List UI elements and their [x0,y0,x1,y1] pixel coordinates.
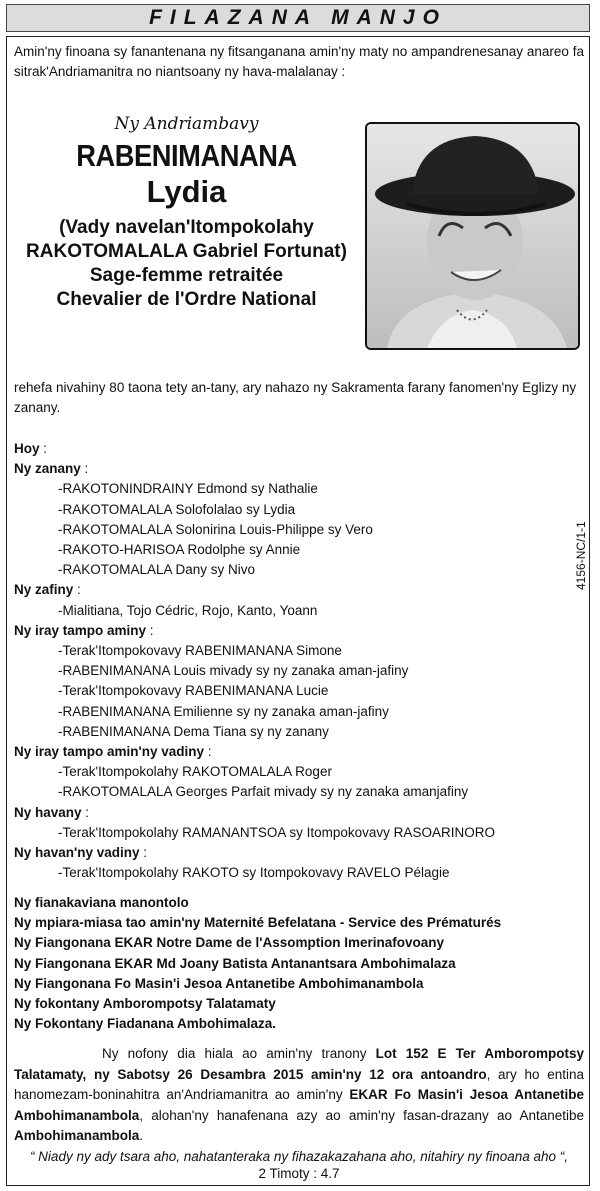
list-item: -Terak'Itompokolahy RAKOTOMALALA Roger [58,764,332,780]
profession-line: Sage-femme retraitée [89,265,284,286]
list-item: -RABENIMANANA Louis mivady sy ny zanaka aman-jafiny [58,663,409,679]
list-item: -RABENIMANANA Dema Tiana sy ny zanany [58,723,329,739]
list-item: -Terak'Itompokovavy RABENIMANANA Lucie [58,683,329,699]
intro-paragraph: Amin'ny finoana sy fanantenana ny fitsanganana amin'ny maty no ampandrenesanay anareo fa sitrak'Andriamanitra no niantsoany ny hava-malalanay : [14,44,584,79]
after-paragraph: rehefa nivahiny 80 taona tety an-tany, ary nahazo ny Sakramenta farany fanomen'ny Eglizy ny zanany. [14,380,577,415]
scripture-quote [14,1148,584,1182]
funeral-text-1: Ny nofony dia hiala ao amin'ny tranony [102,1046,376,1061]
section-title: Ny havany [14,804,82,820]
funeral-address: Lot 152 E Ter Amborompotsy Talatamaty, ny Sabotsy 26 Desambra 2015 amin'ny 12 ora antoandro [14,1046,584,1082]
section-heading: Ny havan'ny vadiny : [14,845,148,861]
list-item: -RAKOTOMALALA Georges Parfait mivady sy ny zanaka amanjafiny [58,784,469,800]
quote-reference: 2 Timoty : 4.7 [258,1166,340,1181]
list-item: -RAKOTOMALALA Solofolalao sy Lydia [58,501,296,517]
funeral-text-3: , alohan'ny hanafenana azy ao amin'ny fasan-drazany ao Antanetibe [139,1107,584,1123]
header-banner [6,4,590,32]
quote-text: “ Niady ny ady tsara aho, nahatanteraka ny fihazakazahana aho, nitahiry ny finoana aho “, [29,1149,569,1164]
thanks-item: Ny Fiangonana EKAR Md Joany Batista Antanantsara Ambohimalaza [14,955,456,971]
thanks-item: Ny Fokontany Fiadanana Ambohimalaza. [14,1016,277,1032]
funeral-church: EKAR Fo Masin'i Jesoa Antanetibe Ambohimanambola [14,1087,584,1123]
list-item: -Terak'Itompokolahy RAMANANTSOA sy Itompokovavy RASOARINORO [58,824,495,840]
honor-line: Chevalier de l'Ordre National [56,289,317,310]
funeral-text-2: , ary ho entina hanomezam-boninahitra an'Andriamanitra ao amin'ny [14,1066,584,1102]
spouse-line-2: RAKOTOMALALA Gabriel Fortunat) [26,241,347,262]
list-item: -RAKOTOMALALA Solonirina Louis-Philippe sy Vero [58,521,373,537]
list-item: -Terak'Itompokovavy RABENIMANANA Simone [58,643,342,659]
section-heading: Ny iray tampo aminy : [14,622,154,638]
portrait-photo [365,122,580,350]
reference-code: 4156-NC/1-1 [574,521,588,590]
family-sections [14,459,584,883]
section-title: Ny havan'ny vadiny [14,845,140,861]
banner-title: FILAZANA MANJO [149,6,447,29]
thanks-list [14,893,584,1034]
thanks-item: Ny mpiara-miasa tao amin'ny Maternité Befelatana - Service des Prématurés [14,915,502,931]
honoree-block [14,114,359,312]
funeral-paragraph [14,1044,584,1147]
funeral-text-4: . [139,1128,144,1143]
list-item: -RAKOTONINDRAINY Edmond sy Nathalie [58,481,318,497]
section-title: Ny iray tampo aminy [14,622,147,638]
section-heading: Ny iray tampo amin'ny vadiny : [14,744,212,760]
honoree-surname: RABENIMANANA [76,138,297,173]
list-item: -RABENIMANANA Emilienne sy ny zanaka aman-jafiny [58,703,389,719]
list-item: -Terak'Itompokolahy RAKOTO sy Itompokovavy RAVELO Pélagie [58,865,450,881]
honoree-prefix: Ny Andriambavy [114,114,259,134]
thanks-item: Ny Fiangonana EKAR Notre Dame de l'Assomption Imerinafovoany [14,935,445,951]
spouse-line-1: (Vady navelan'Itompokolahy [59,217,314,238]
thanks-item: Ny Fiangonana Fo Masin'i Jesoa Antanetibe Ambohimanambola [14,975,424,991]
section-title: Ny iray tampo amin'ny vadiny [14,744,205,760]
family-list [14,439,584,883]
list-item: -RAKOTO-HARISOA Rodolphe sy Annie [58,542,301,558]
list-item: -Mialitiana, Tojo Cédric, Rojo, Kanto, Yoann [58,602,318,618]
section-heading: Ny zanany : [14,461,89,477]
section-title: Ny zafiny [14,582,74,598]
hoy-heading: Hoy : [14,441,48,456]
section-heading: Ny zafiny : [14,582,81,598]
list-item: -RAKOTOMALALA Dany sy Nivo [58,562,256,578]
section-title: Ny zanany [14,461,81,477]
portrait-image [367,124,578,348]
section-heading: Ny havany : [14,804,90,820]
funeral-place: Ambohimanambola [14,1128,140,1143]
honoree-given-name: Lydia [146,174,227,209]
thanks-item: Ny fianakaviana manontolo [14,895,189,910]
thanks-item: Ny fokontany Amborompotsy Talatamaty [14,996,276,1012]
